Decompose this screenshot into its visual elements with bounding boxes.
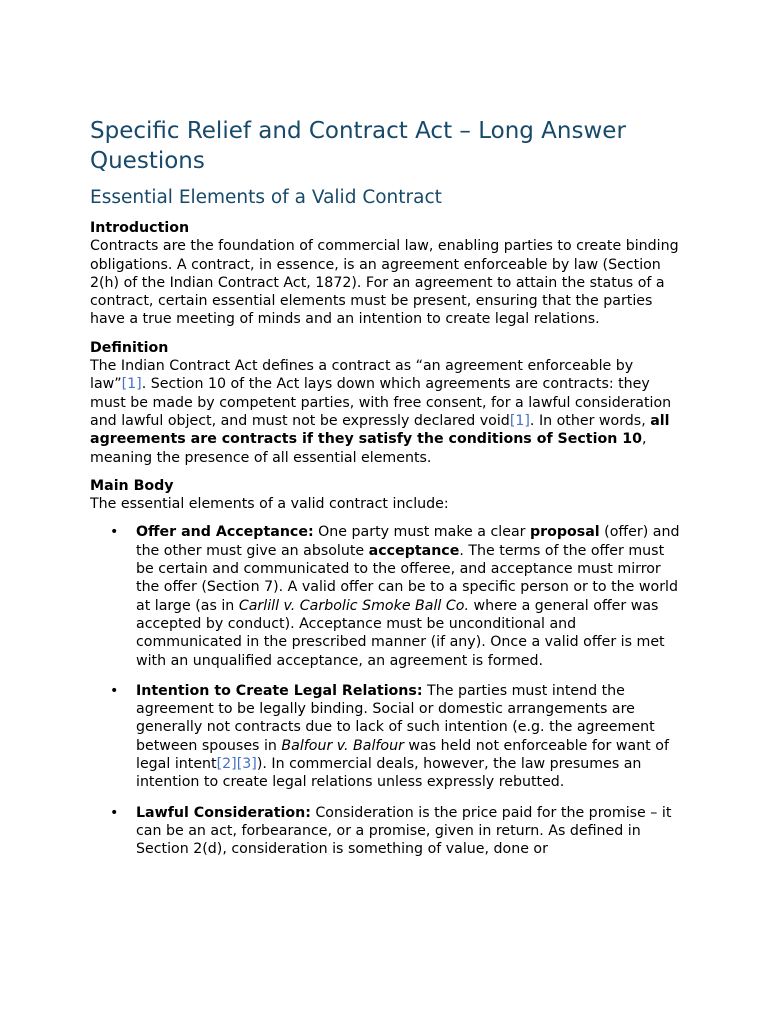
definition-section — [90, 339, 682, 467]
item-text: Consideration is the price paid for the promise – it can be an act, forbearance, or a promise, given in return. As defined in Section 2(d), consideration is something of value, done or — [136, 804, 672, 858]
item-text: was held not enforceable for want of legal intent — [136, 737, 669, 773]
item-bold: proposal — [529, 524, 600, 541]
list-item-intention — [90, 682, 682, 792]
main-body-intro: The essential elements of a valid contract include: — [90, 496, 449, 513]
elements-list — [90, 523, 682, 858]
item-text: The parties must intend the agreement to be legally binding. Social or domestic arrangements are generally not contracts due to lack of such intention (e.g. the agreement between spouses in — [136, 682, 655, 754]
footnote-link-3[interactable]: [3] — [236, 756, 257, 773]
definition-text-2: . Section 10 of the Act lays down which agreements are contracts: they must be made by competent parties, with free consent, for a lawful consideration and lawful object, and must not be expressly declared void — [90, 376, 672, 429]
footnote-link-2[interactable]: [2] — [216, 756, 237, 773]
definition-text — [90, 357, 682, 467]
bullet-icon: • — [110, 804, 119, 821]
main-body-section — [90, 477, 682, 859]
document-page — [90, 116, 682, 871]
footnote-link-1b[interactable]: [1] — [509, 412, 530, 429]
list-item-offer-acceptance — [90, 523, 682, 669]
introduction-label: Introduction — [90, 220, 190, 236]
footnote-link-1[interactable]: [1] — [121, 376, 142, 393]
definition-text-3: . In other words, — [529, 412, 651, 429]
item-text: One party must make a clear — [313, 524, 530, 541]
item-text: where a general offer was accepted by conduct). Acceptance must be unconditional and communicated in the prescribed manner (if any). Once a valid offer is met with an unqualified acceptance, an agreement is formed. — [136, 597, 665, 669]
item-heading: Lawful Consideration: — [136, 804, 311, 821]
definition-label: Definition — [90, 339, 169, 356]
item-text: . The terms of the offer must be certain and communicated to the offeree, and acceptance must mirror the offer (Section 7). A valid offer can be to a specific person or to the world at large (as in — [136, 542, 678, 614]
main-body-label: Main Body — [90, 477, 174, 494]
section-heading: Essential Elements of a Valid Contract — [90, 187, 442, 208]
item-text: ). In commercial deals, however, the law presumes an intention to create legal relations unless expressly rebutted. — [136, 756, 642, 791]
bullet-icon: • — [110, 682, 119, 699]
definition-text-4: , meaning the presence of all essential elements. — [90, 431, 647, 466]
item-heading: Offer and Acceptance: — [136, 524, 314, 541]
item-bold: acceptance — [368, 542, 460, 559]
list-item-consideration — [90, 804, 682, 859]
case-citation: Balfour v. Balfour — [281, 737, 404, 754]
item-text: (offer) and the other must give an absolute — [136, 524, 680, 559]
case-citation: Carlill v. Carbolic Smoke Ball Co. — [238, 597, 469, 614]
introduction-text: Contracts are the foundation of commercial law, enabling parties to create binding obligations. A contract, in essence, is an agreement enforceable by law (Section 2(h) of the Indian Contract Act, 1872). For an agreement to attain the status of a contract, certain essential elements must be present, ensuring that the parties have a true meeting of minds and an intention to create legal relations. — [90, 238, 679, 328]
definition-text-1: The Indian Contract Act defines a contract as “an agreement enforceable by law” — [90, 358, 634, 393]
item-heading: Intention to Create Legal Relations: — [136, 682, 423, 699]
bullet-icon: • — [110, 524, 119, 541]
page-title: Specific Relief and Contract Act – Long Answer Questions — [90, 118, 626, 174]
introduction-section — [90, 219, 682, 329]
definition-bold-text: all agreements are contracts if they satisfy the conditions of Section 10 — [90, 412, 670, 448]
